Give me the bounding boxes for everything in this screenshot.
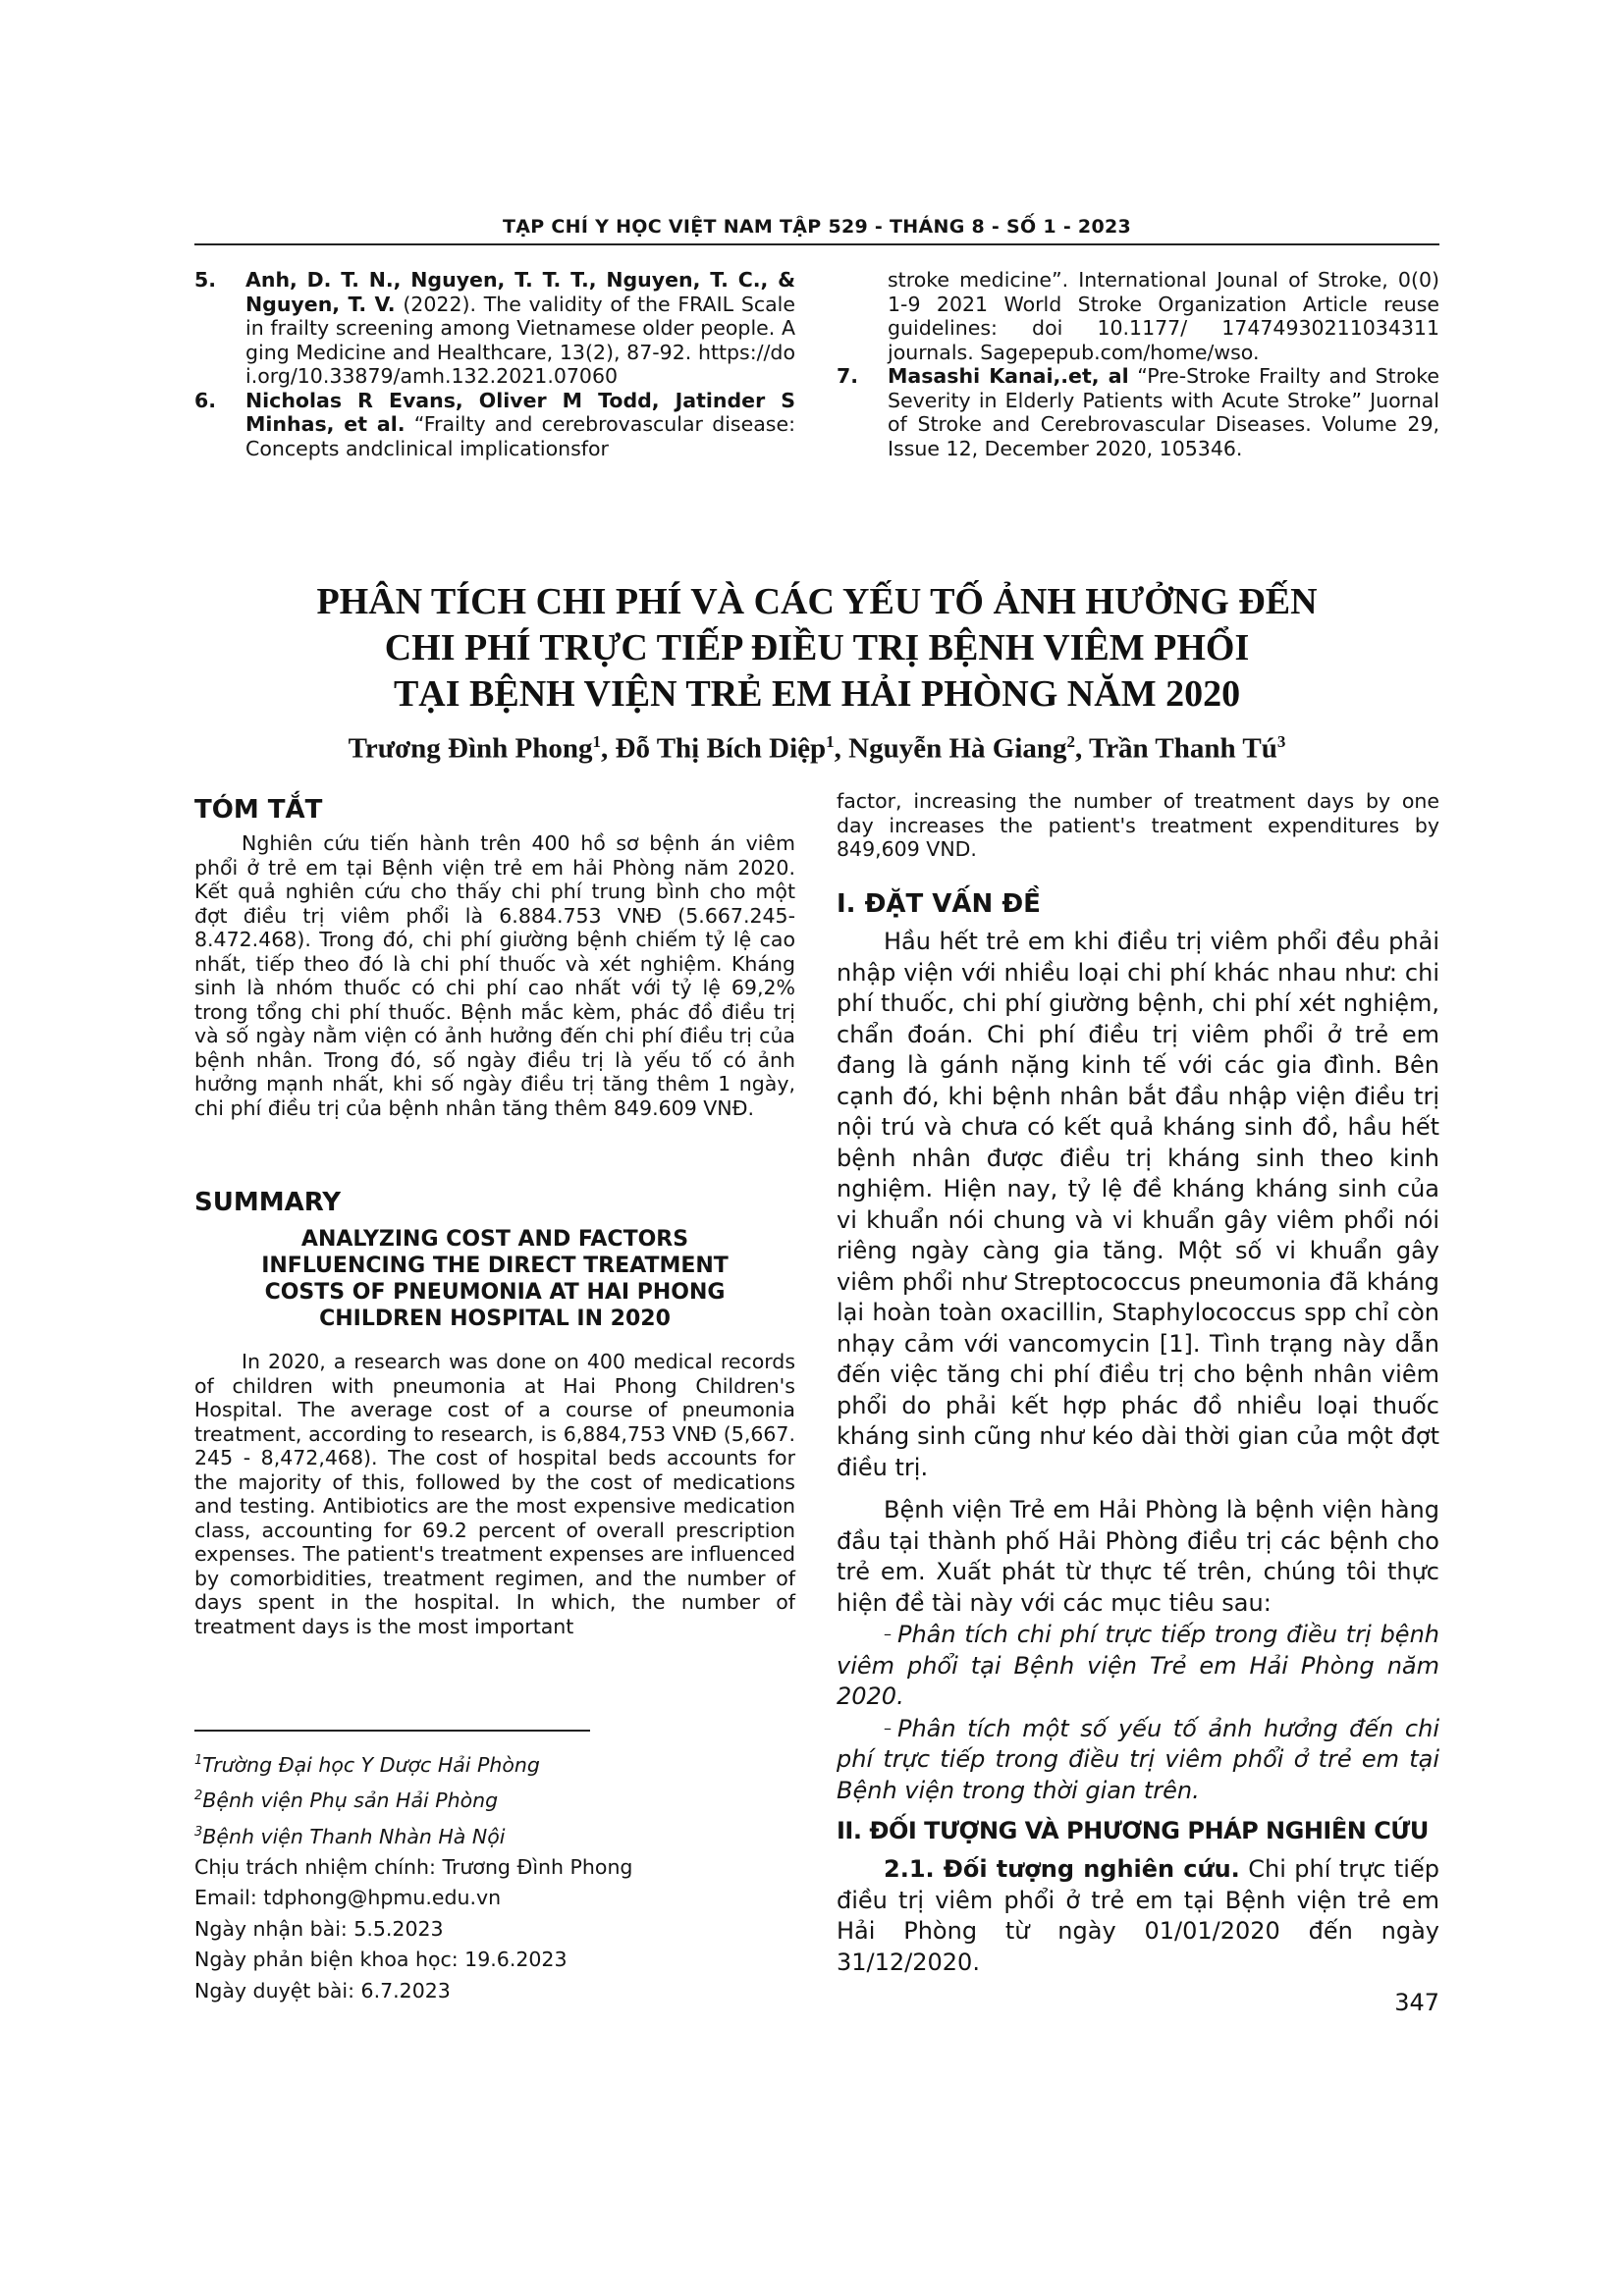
reference-7	[837, 364, 1439, 460]
author-affiliation: 3	[1276, 732, 1286, 751]
subsection-text: Chi phí trực tiếp điều trị viêm phổi ở trẻ em tại Bệnh viện trẻ em Hải Phòng từ ngày 01/01/2020 đến ngày 31/12/2020.	[837, 1855, 1439, 1976]
author-affiliation: 1	[592, 732, 602, 751]
summary-title	[194, 1226, 795, 1332]
author-separator: ,	[834, 732, 849, 765]
author-separator: ,	[601, 732, 616, 765]
reference-6	[194, 389, 795, 461]
reference-authors: Nicholas R Evans, Oliver M Todd, Jatinder S Minhas, et al.	[245, 388, 795, 436]
author-name: Nguyễn Hà Giang	[848, 732, 1067, 765]
summary-heading: SUMMARY	[194, 1188, 342, 1217]
reference-text: “Pre-Stroke Frailty and Stroke Severity in Elderly Patients with Acute Stroke” Juornal of Stroke and Cerebrovascular Diseases. Volume 29, Issue 12, December 2020, 105346.	[888, 364, 1439, 460]
author-name: Trần Thanh Tú	[1089, 732, 1277, 765]
abstract-heading: TÓM TẮT	[194, 795, 323, 825]
summary-title-line: CHILDREN HOSPITAL IN 2020	[319, 1307, 671, 1331]
title-line: CHI PHÍ TRỰC TIẾP ĐIỀU TRỊ BỆNH VIÊM PHỔI	[384, 627, 1250, 668]
corresponding-author: Chịu trách nhiệm chính: Trương Đình Phong	[194, 1854, 633, 1879]
affiliation-2: $^2$Bệnh viện Phụ sản Hải Phòng	[194, 1789, 499, 1813]
reference-5	[194, 268, 795, 389]
section-heading-introduction: I. ĐẶT VẤN ĐỀ	[837, 889, 1041, 919]
objective-text: Phân tích một số yếu tố ảnh hưởng đến chi phí trực tiếp trong điều trị viêm phổi ở trẻ em tại Bệnh viện trong thời gian trên.	[837, 1714, 1439, 1804]
footnotes	[194, 1745, 784, 2006]
bullet-dash: –	[884, 1718, 892, 1737]
affiliation-3: $^3$Bệnh viện Thanh Nhàn Hà Nội	[194, 1824, 506, 1848]
summary-paragraph-continued: factor, increasing the number of treatment days by one day increases the patient's treatment expenditures by 849,609 VND.	[837, 789, 1439, 861]
objective-1	[837, 1619, 1439, 1713]
methods-paragraph	[837, 1854, 1439, 1978]
article-title	[194, 579, 1439, 718]
reference-number: 7.	[837, 364, 859, 388]
date-reviewed: Ngày phản biện khoa học: 19.6.2023	[194, 1948, 568, 1972]
summary-title-line: ANALYZING COST AND FACTORS	[300, 1227, 689, 1252]
affiliation-text: Bệnh viện Phụ sản Hải Phòng	[202, 1789, 499, 1813]
affiliation-text: Bệnh viện Thanh Nhàn Hà Nội	[202, 1824, 506, 1848]
affiliation-text: Trường Đại học Y Dược Hải Phòng	[202, 1752, 540, 1777]
reference-6-continued: stroke medicine”. International Jounal of Stroke, 0(0) 1-9 2021 World Stroke Organization Article reuse guidelines: doi 10.1177/ 17474930211034311 journals. Sagepepub.com/home/wso.	[888, 268, 1439, 364]
summary-body	[194, 1350, 795, 1638]
reference-text: (2022). The validity of the FRAIL Scale in frailty screening among Vietnamese older people. Aging Medicine and Healthcare, 13(2), 87-92. https://doi.org/10.33879/amh.132.2021.07060	[245, 292, 795, 388]
section-heading-methods: II. ĐỐI TƯỢNG VÀ PHƯƠNG PHÁP NGHIÊN CỨU	[837, 1817, 1429, 1844]
intro-paragraph: Bệnh viện Trẻ em Hải Phòng là bệnh viện hàng đầu tại thành phố Hải Phòng điều trị các bệnh cho trẻ em. Xuất phát từ thực tế trên, chúng tôi thực hiện đề tài này với các mục tiêu sau:	[837, 1496, 1439, 1617]
reference-authors: Masashi Kanai,.et, al	[888, 364, 1129, 388]
references-left	[194, 268, 795, 460]
introduction-body	[837, 927, 1439, 1806]
title-line: PHÂN TÍCH CHI PHÍ VÀ CÁC YẾU TỐ ẢNH HƯỞNG ĐẾN	[316, 581, 1318, 622]
page-number: 347	[1394, 1989, 1439, 2016]
abstract-vietnamese	[194, 831, 795, 1120]
subsection-label: 2.1. Đối tượng nghiên cứu.	[884, 1855, 1240, 1883]
reference-number: 5.	[194, 268, 217, 292]
summary-paragraph: In 2020, a research was done on 400 medical records of children with pneumonia at Hai Phong Children's Hospital. The average cost of a course of pneumonia treatment, according to research, is 6,884,753 VNĐ (5,667. 245 - 8,472,468). The cost of hospital beds accounts for the majority of this, followed by the cost of medications and testing. Antibiotics are the most expensive medication class, accounting for 69.2 percent of overall prescription expenses. The patient's treatment expenses are influenced by comorbidities, treatment regimen, and the number of days spent in the hospital. In which, the number of treatment days is the most important	[194, 1350, 795, 1638]
summary-title-line: COSTS OF PNEUMONIA AT HAI PHONG	[264, 1280, 726, 1305]
author-name: Trương Đình Phong	[348, 732, 593, 765]
intro-paragraph: Hầu hết trẻ em khi điều trị viêm phổi đều phải nhập viện với nhiều loại chi phí khác nhau như: chi phí thuốc, chi phí giường bệnh, chi phí xét nghiệm, chẩn đoán. Chi phí điều trị viêm phổi ở trẻ em đang là gánh nặng kinh tế với các gia đình. Bên cạnh đó, khi bệnh nhân bắt đầu nhập viện điều trị nội trú và chưa có kết quả kháng sinh đồ, hầu hết bệnh nhân được điều trị kháng sinh theo kinh nghiệm. Hiện nay, tỷ lệ đề kháng kháng sinh của vi khuẩn nói chung và vi khuẩn gây viêm phổi nói riêng ngày càng gia tăng. Một số vi khuẩn gây viêm phổi như Streptococcus pneumonia đã kháng lại hoàn toàn oxacillin, Staphylococcus spp chỉ còn nhạy cảm với vancomycin [1]. Tình trạng này dẫn đến việc tăng chi phí điều trị cho bệnh nhân viêm phổi do phải kết hợp phác đồ nhiều loại thuốc kháng sinh cũng như kéo dài thời gian của một đợt điều trị.	[837, 928, 1439, 1481]
abstract-body: Nghiên cứu tiến hành trên 400 hồ sơ bệnh án viêm phổi ở trẻ em tại Bệnh viện trẻ em hải Phòng năm 2020. Kết quả nghiên cứu cho thấy chi phí trung bình cho một đợt điều trị viêm phổi là 6.884.753 VNĐ (5.667.245-8.472.468). Trong đó, chi phí giường bệnh chiếm tỷ lệ cao nhất, tiếp theo đó là chi phí thuốc và xét nghiệm. Kháng sinh là nhóm thuốc có chi phí cao nhất với tỷ lệ 69,2% trong tổng chi phí thuốc. Bệnh mắc kèm, phác đồ điều trị và số ngày nằm viện có ảnh hưởng đến chi phí điều trị của bệnh nhân. Trong đó, số ngày điều trị là yếu tố có ảnh hưởng mạnh nhất, khi số ngày điều trị tăng thêm 1 ngày, chi phí điều trị của bệnh nhân tăng thêm 849.609 VNĐ.	[194, 831, 795, 1120]
date-received: Ngày nhận bài: 5.5.2023	[194, 1916, 444, 1941]
author-list	[194, 732, 1439, 766]
reference-text: “Frailty and cerebrovascular disease: Concepts andclinical implicationsfor	[245, 412, 795, 460]
bullet-dash: –	[884, 1625, 892, 1643]
author-name: Đỗ Thị Bích Diệp	[615, 732, 827, 765]
date-accepted: Ngày duyệt bài: 6.7.2023	[194, 1978, 451, 2002]
author-separator: ,	[1075, 732, 1089, 765]
reference-number: 6.	[194, 388, 217, 412]
author-affiliation: 2	[1066, 732, 1076, 751]
references-right	[837, 268, 1439, 460]
reference-authors: Anh, D. T. N., Nguyen, T. T. T., Nguyen, T. C., & Nguyen, T. V.	[245, 268, 795, 316]
objective-text: Phân tích chi phí trực tiếp trong điều trị bệnh viêm phổi tại Bệnh viện Trẻ em Hải Phòng năm 2020.	[837, 1621, 1439, 1710]
author-affiliation: 1	[826, 732, 835, 751]
contact-email: Email: tdphong@hpmu.edu.vn	[194, 1886, 502, 1910]
footnote-rule	[194, 1730, 590, 1732]
objective-2	[837, 1713, 1439, 1807]
running-header: TẠP CHÍ Y HỌC VIỆT NAM TẬP 529 - THÁNG 8 - SỐ 1 - 2023	[502, 216, 1132, 238]
header-rule	[194, 243, 1439, 245]
title-line: TẠI BỆNH VIỆN TRẺ EM HẢI PHÒNG NĂM 2020	[393, 673, 1241, 715]
methods-body	[837, 1854, 1439, 1978]
affiliation-1: $^1$Trường Đại học Y Dược Hải Phòng	[194, 1752, 540, 1777]
summary-title-line: INFLUENCING THE DIRECT TREATMENT	[261, 1254, 729, 1278]
summary-body-continued	[837, 789, 1439, 862]
